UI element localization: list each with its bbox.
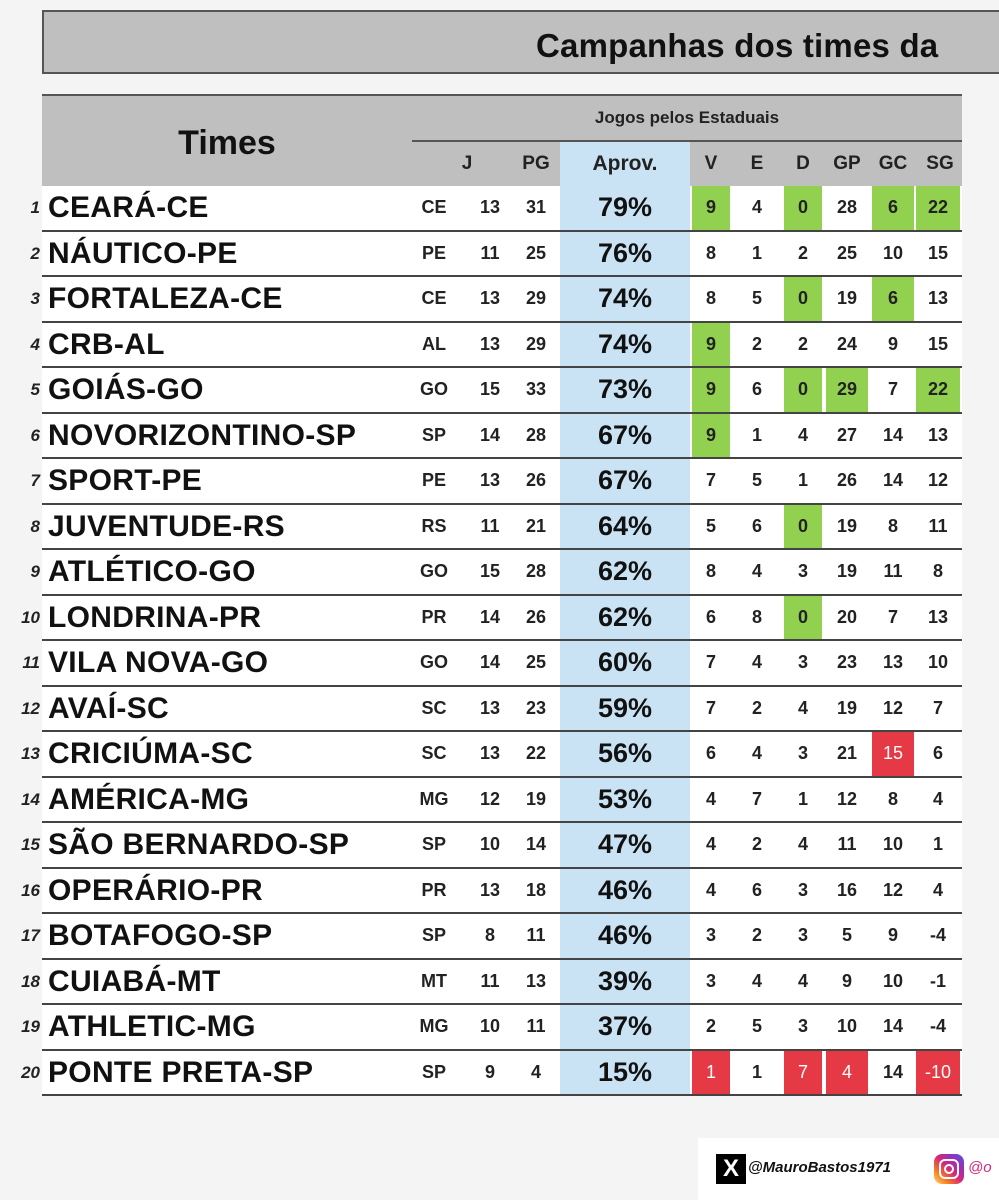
table-row [30,277,962,323]
cell-e: 5 [751,288,762,308]
cell-sg: 8 [932,561,943,581]
cell-gp: 19 [836,561,858,581]
table-row [30,505,962,551]
cell-v: 5 [705,515,716,536]
table-row [21,960,962,1006]
rank-number: 18 [21,971,40,991]
table-row [21,1005,962,1051]
cell-sg: 22 [916,368,960,412]
page-title: Campanhas dos times da [536,27,939,64]
cell-pg: 11 [526,925,546,945]
cell-uf: MG [419,1016,449,1036]
table-row [30,323,962,369]
cell-j: 13 [479,697,501,718]
cell-uf: PR [421,606,447,627]
cell-j: 14 [479,652,501,672]
team-name: PONTE PRETA-SP [48,1055,314,1089]
cell-uf: SP [421,834,446,854]
table-body [21,186,962,1096]
cell-v: 9 [692,186,730,230]
table-row [30,232,962,278]
cell-d: 0 [784,596,822,640]
cell-d: 0 [784,186,822,230]
cell-j: 9 [484,1061,495,1082]
cell-uf: SC [421,697,447,718]
cell-j: 15 [479,561,501,581]
cell-gp: 21 [836,743,858,763]
cell-pg: 29 [525,333,547,354]
cell-gp: 24 [836,333,858,354]
cell-e: 4 [751,743,762,763]
cell-pg: 29 [525,288,547,308]
rank-number: 19 [21,1017,40,1036]
cell-pg: 13 [525,970,547,991]
cell-gc: 12 [882,697,904,718]
cell-gp: 4 [826,1051,868,1095]
col-header-aprov: Aprov. [560,142,690,186]
cell-d: 4 [797,424,808,445]
cell-pg: 25 [525,242,547,263]
team-name: AMÉRICA-MG [48,782,250,816]
times-header [42,94,412,186]
cell-j: 10 [479,834,501,854]
cell-d: 3 [797,1016,808,1036]
rank-number: 9 [30,562,40,581]
cell-gc: 7 [887,606,898,627]
cell-aprov: 56% [560,732,690,776]
cell-gc: 10 [882,970,904,991]
cell-pg: 18 [525,879,547,900]
cell-j: 8 [484,925,495,945]
cell-uf: GO [419,561,448,581]
cell-gc: 14 [882,470,904,490]
cell-gp: 27 [836,424,858,445]
table-row [21,778,962,824]
footer-credits [698,1138,999,1200]
cell-d: 0 [784,505,822,549]
cell-gp: 26 [836,470,858,490]
rank-number: 7 [30,471,40,490]
col-header-gp: GP [833,153,861,174]
cell-v: 8 [705,288,716,308]
cell-sg: 13 [927,606,949,627]
rank-number: 13 [21,744,40,763]
cell-d: 1 [797,788,808,809]
cell-uf: SP [421,424,446,445]
rank-number: 4 [30,334,40,354]
cell-pg: 4 [530,1061,541,1082]
cell-gp: 12 [836,788,858,809]
cell-gp: 5 [841,925,852,945]
table-row [21,687,962,733]
cell-aprov: 79% [560,186,690,230]
cell-e: 6 [751,515,762,536]
cell-uf: RS [421,515,447,536]
cell-j: 10 [479,1016,501,1036]
cell-pg: 33 [525,379,547,399]
cell-gp: 19 [836,697,858,718]
cell-uf: SC [421,743,447,763]
cell-pg: 11 [526,1016,546,1036]
cell-aprov: 37% [560,1005,690,1049]
cell-j: 13 [479,879,501,900]
cell-e: 1 [751,424,762,445]
table-row [21,596,962,642]
team-name: ATHLETIC-MG [48,1010,256,1043]
cell-sg: 10 [927,652,949,672]
cell-aprov: 59% [560,687,690,731]
cell-uf: CE [421,288,447,308]
cell-e: 4 [751,970,762,991]
cell-pg: 21 [525,515,547,536]
cell-d: 3 [797,925,808,945]
cell-gc: 9 [887,925,898,945]
col-header-sg: SG [926,153,954,174]
cell-d: 4 [797,697,808,718]
table-row [30,550,962,596]
cell-d: 7 [784,1051,822,1095]
cell-j: 14 [479,424,501,445]
cell-gc: 10 [882,834,904,854]
cell-v: 8 [705,242,716,263]
rank-number: 12 [21,698,40,718]
cell-uf: GO [419,652,448,672]
cell-e: 7 [751,788,762,809]
cell-d: 3 [797,561,808,581]
cell-d: 0 [784,277,822,321]
rank-number: 6 [30,425,40,445]
cell-aprov: 46% [560,914,690,958]
cell-v: 7 [705,470,716,490]
x-logo-icon: X [716,1154,746,1184]
cell-pg: 23 [525,697,547,718]
cell-uf: PE [421,470,446,490]
team-name: NÁUTICO-PE [48,236,238,270]
cell-sg: 6 [932,743,943,763]
team-name: VILA NOVA-GO [48,646,269,679]
cell-j: 15 [479,379,501,399]
team-name: LONDRINA-PR [48,600,262,634]
cell-gc: 7 [887,379,898,399]
cell-pg: 26 [525,470,547,490]
cell-e: 4 [751,197,762,217]
cell-d: 1 [797,470,808,490]
cell-e: 5 [751,470,762,490]
cell-uf: GO [419,379,448,399]
cell-j: 13 [479,743,501,763]
cell-pg: 19 [525,788,547,809]
cell-v: 8 [705,561,716,581]
cell-uf: CE [421,197,447,217]
times-label: Times [178,124,276,162]
cell-uf: PE [421,242,446,263]
cell-aprov: 46% [560,869,690,913]
cell-gp: 19 [836,288,858,308]
cell-j: 13 [479,470,501,490]
team-name: GOIÁS-GO [48,373,204,406]
cell-uf: AL [422,333,446,354]
col-header-d: D [796,153,810,174]
column-header-row [412,142,962,186]
rank-number: 2 [30,243,40,263]
cell-gc: 9 [887,333,898,354]
cell-j: 14 [479,606,501,627]
cell-v: 4 [705,834,716,854]
col-header-pg: PG [522,153,550,174]
cell-v: 4 [705,879,716,900]
rank-number: 20 [21,1062,40,1082]
cell-j: 11 [480,242,500,263]
cell-aprov: 74% [560,323,690,367]
cell-gc: 11 [883,561,903,581]
cell-gp: 10 [836,1016,858,1036]
team-name: SPORT-PE [48,464,203,497]
cell-aprov: 15% [560,1051,690,1095]
cell-gp: 23 [836,652,858,672]
cell-sg: -10 [916,1051,960,1095]
cell-v: 9 [692,368,730,412]
cell-gp: 28 [836,197,858,217]
cell-sg: 15 [927,333,949,354]
team-name: CEARÁ-CE [48,191,209,224]
cell-uf: MT [421,970,447,991]
cell-uf: SP [421,1061,446,1082]
table-row [21,1051,962,1097]
team-name: SÃO BERNARDO-SP [48,828,350,861]
table-row [21,869,962,915]
cell-e: 1 [751,1061,762,1082]
cell-e: 2 [751,333,762,354]
cell-d: 3 [797,879,808,900]
cell-e: 6 [751,379,762,399]
cell-d: 4 [797,834,808,854]
cell-gp: 16 [836,879,858,900]
team-name: BOTAFOGO-SP [48,919,273,952]
rank-number: 3 [30,289,40,308]
team-name: CRB-AL [48,327,165,361]
cell-uf: PR [421,879,447,900]
team-name: OPERÁRIO-PR [48,873,263,907]
cell-sg: -4 [929,925,946,945]
cell-gc: 14 [882,1016,904,1036]
cell-v: 9 [692,323,730,367]
title-bar [42,10,999,74]
cell-v: 9 [692,414,730,458]
table-row [21,914,962,960]
cell-j: 13 [479,288,501,308]
rank-number: 5 [30,380,40,399]
cell-aprov: 62% [560,596,690,640]
cell-aprov: 73% [560,368,690,412]
cell-e: 8 [751,606,762,627]
cell-pg: 14 [525,834,547,854]
table-row [30,414,962,460]
cell-e: 2 [751,697,762,718]
team-name: FORTALEZA-CE [48,282,283,315]
cell-pg: 31 [525,197,547,217]
cell-e: 2 [751,925,762,945]
cell-aprov: 67% [560,414,690,458]
cell-v: 6 [705,743,716,763]
cell-aprov: 39% [560,960,690,1004]
cell-sg: -1 [929,970,946,991]
cell-v: 3 [705,925,716,945]
cell-gc: 6 [872,277,914,321]
cell-j: 13 [479,333,501,354]
instagram-icon [934,1154,964,1184]
cell-v: 7 [705,652,716,672]
cell-gc: 6 [872,186,914,230]
cell-v: 6 [705,606,716,627]
rank-number: 1 [30,198,40,217]
cell-sg: 12 [927,470,949,490]
cell-v: 1 [692,1051,730,1095]
cell-v: 2 [705,1016,716,1036]
cell-uf: MG [419,788,449,809]
table-row [21,732,962,778]
cell-d: 2 [797,242,808,263]
cell-d: 3 [797,743,808,763]
cell-gp: 9 [841,970,852,991]
cell-gc: 14 [882,1061,904,1082]
cell-e: 4 [751,652,762,672]
cell-j: 11 [480,970,500,991]
cell-gp: 19 [836,515,858,536]
cell-aprov: 53% [560,778,690,822]
team-name: NOVORIZONTINO-SP [48,418,357,452]
table-row [21,823,962,869]
cell-j: 13 [479,197,501,217]
cell-j: 12 [479,788,501,809]
cell-gc: 13 [882,652,904,672]
rank-number: 17 [21,926,40,945]
cell-sg: 4 [932,879,943,900]
cell-gc: 15 [872,732,914,776]
x-handle: @MauroBastos1971 [748,1159,892,1176]
table-row [30,186,962,232]
cell-e: 6 [751,879,762,900]
cell-sg: 7 [932,697,943,718]
cell-pg: 22 [525,743,547,763]
cell-e: 1 [751,242,762,263]
cell-aprov: 76% [560,232,690,276]
cell-sg: 1 [932,834,943,854]
cell-gc: 14 [882,424,904,445]
team-name: CUIABÁ-MT [48,964,221,998]
team-name: AVAÍ-SC [48,691,169,725]
cell-d: 3 [797,652,808,672]
cell-aprov: 74% [560,277,690,321]
cell-e: 2 [751,834,762,854]
cell-sg: 4 [932,788,943,809]
table-row [30,459,962,505]
rank-number: 16 [21,880,40,900]
col-header-v: V [704,153,718,174]
cell-v: 3 [705,970,716,991]
cell-e: 4 [751,561,762,581]
cell-sg: 15 [927,242,949,263]
table-row [22,641,962,687]
cell-sg: -4 [929,1016,946,1036]
cell-gp: 20 [836,606,858,627]
cell-gp: 29 [826,368,868,412]
cell-v: 7 [705,697,716,718]
col-header-gc: GC [878,153,908,174]
cell-pg: 28 [525,424,547,445]
col-header-e: E [750,153,764,174]
rank-number: 14 [21,789,40,809]
col-header-j: J [461,153,473,174]
cell-pg: 28 [525,561,547,581]
cell-aprov: 67% [560,459,690,503]
cell-uf: SP [421,925,446,945]
cell-e: 5 [751,1016,762,1036]
rank-number: 8 [30,516,40,536]
cell-d: 4 [797,970,808,991]
standings-table [21,94,962,1096]
cell-d: 2 [797,333,808,354]
cell-aprov: 64% [560,505,690,549]
cell-gc: 10 [882,242,904,263]
table-row [30,368,962,414]
cell-aprov: 62% [560,550,690,594]
cell-aprov: 47% [560,823,690,867]
cell-j: 11 [480,515,500,536]
cell-gc: 8 [887,515,898,536]
cell-sg: 13 [927,288,949,308]
cell-sg: 22 [916,186,960,230]
group-header: Jogos pelos Estaduais [412,94,962,142]
cell-sg: 13 [927,424,949,445]
cell-pg: 26 [525,606,547,627]
cell-gp: 11 [837,834,857,854]
cell-gc: 12 [882,879,904,900]
rank-number: 11 [22,653,40,672]
instagram-handle: @o [968,1159,992,1176]
cell-aprov: 60% [560,641,690,685]
cell-sg: 11 [928,515,948,536]
team-name: CRICIÚMA-SC [48,737,253,770]
cell-v: 4 [705,788,716,809]
cell-gp: 25 [836,242,858,263]
rank-number: 15 [21,835,40,854]
cell-pg: 25 [525,652,547,672]
team-name: ATLÉTICO-GO [48,555,256,588]
cell-d: 0 [784,368,822,412]
rank-number: 10 [21,607,40,627]
team-name: JUVENTUDE-RS [48,509,285,543]
cell-gc: 8 [887,788,898,809]
